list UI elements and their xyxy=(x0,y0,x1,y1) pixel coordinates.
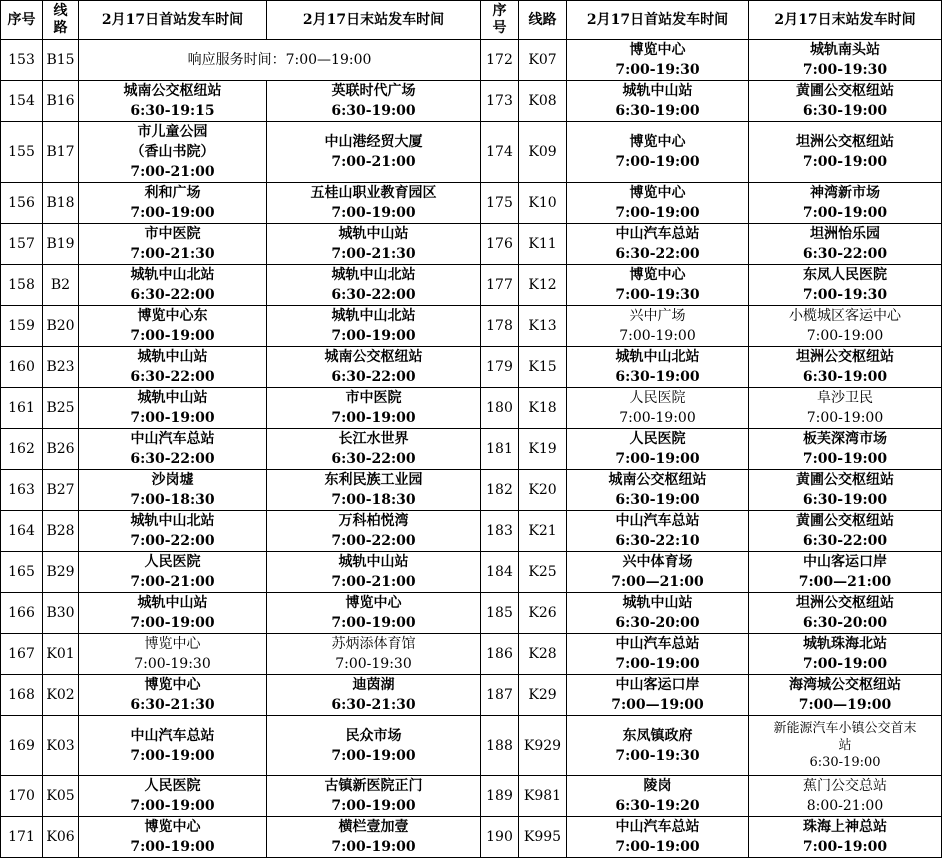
table-row xyxy=(1,306,942,347)
table-row xyxy=(1,388,942,429)
first-station-time: 市儿童公园 （香山书院） 7:00-21:00 xyxy=(79,122,267,183)
row-route: K995 xyxy=(519,817,567,858)
row-seq: 184 xyxy=(481,552,519,593)
first-station-time: 城轨中山站 6:30-19:00 xyxy=(567,81,749,122)
row-route: B23 xyxy=(43,347,79,388)
row-seq: 189 xyxy=(481,776,519,817)
last-station-time: 市中医院 7:00-19:00 xyxy=(267,388,481,429)
table-row xyxy=(1,511,942,552)
row-seq: 165 xyxy=(1,552,43,593)
first-station-time: 中山汽车总站 7:00-19:00 xyxy=(567,634,749,675)
table-row xyxy=(1,552,942,593)
row-seq: 155 xyxy=(1,122,43,183)
last-station-time: 城轨中山站 7:00-21:30 xyxy=(267,224,481,265)
last-station-time: 博览中心 7:00-19:00 xyxy=(267,593,481,634)
last-station-time: 苏炳添体育馆 7:00-19:30 xyxy=(267,634,481,675)
service-hours-notice: 响应服务时间：7:00—19:00 xyxy=(79,40,481,81)
row-seq: 176 xyxy=(481,224,519,265)
row-seq: 160 xyxy=(1,347,43,388)
row-route: B17 xyxy=(43,122,79,183)
row-route: K02 xyxy=(43,675,79,716)
first-station-time: 博览中心东 7:00-19:00 xyxy=(79,306,267,347)
last-station-time: 五桂山职业教育园区 7:00-19:00 xyxy=(267,183,481,224)
table-row xyxy=(1,470,942,511)
table-row xyxy=(1,183,942,224)
row-seq: 178 xyxy=(481,306,519,347)
first-station-time: 兴中体育场 7:00—21:00 xyxy=(567,552,749,593)
row-route: K20 xyxy=(519,470,567,511)
header-first: 2月17日首站发车时间 xyxy=(79,1,267,40)
table-row xyxy=(1,429,942,470)
last-station-time: 板芙深湾市场 7:00-19:00 xyxy=(749,429,942,470)
row-route: K28 xyxy=(519,634,567,675)
row-route: K15 xyxy=(519,347,567,388)
last-station-time: 黄圃公交枢纽站 6:30-19:00 xyxy=(749,81,942,122)
row-route: B20 xyxy=(43,306,79,347)
row-route: K18 xyxy=(519,388,567,429)
first-station-time: 城轨中山站 7:00-19:00 xyxy=(79,593,267,634)
first-station-time: 人民医院 7:00-21:00 xyxy=(79,552,267,593)
row-route: K10 xyxy=(519,183,567,224)
first-station-time: 城轨中山站 6:30-20:00 xyxy=(567,593,749,634)
table-row xyxy=(1,634,942,675)
header-last: 2月17日末站发车时间 xyxy=(267,1,481,40)
row-seq: 171 xyxy=(1,817,43,858)
schedule-body xyxy=(1,40,942,858)
row-route: B15 xyxy=(43,40,79,81)
row-route: B19 xyxy=(43,224,79,265)
row-route: B18 xyxy=(43,183,79,224)
last-station-time: 城轨中山北站 6:30-22:00 xyxy=(267,265,481,306)
header-seq: 序号 xyxy=(481,1,519,40)
last-station-time: 海湾城公交枢纽站 7:00—19:00 xyxy=(749,675,942,716)
last-station-time: 神湾新市场 7:00-19:00 xyxy=(749,183,942,224)
last-station-time: 中山港经贸大厦 7:00-21:00 xyxy=(267,122,481,183)
first-station-time: 中山汽车总站 7:00-19:00 xyxy=(79,716,267,776)
row-seq: 180 xyxy=(481,388,519,429)
row-seq: 173 xyxy=(481,81,519,122)
last-station-time: 东利民族工业园 7:00-18:30 xyxy=(267,470,481,511)
last-station-time: 新能源汽车小镇公交首末 站 6:30-19:00 xyxy=(749,716,942,776)
table-row xyxy=(1,776,942,817)
row-seq: 157 xyxy=(1,224,43,265)
first-station-time: 中山汽车总站 6:30-22:00 xyxy=(567,224,749,265)
last-station-time: 英联时代广场 6:30-19:00 xyxy=(267,81,481,122)
row-route: B2 xyxy=(43,265,79,306)
row-seq: 172 xyxy=(481,40,519,81)
last-station-time: 长江水世界 6:30-22:00 xyxy=(267,429,481,470)
row-route: K09 xyxy=(519,122,567,183)
header-route: 线路 xyxy=(43,1,79,40)
last-station-time: 万科柏悦湾 7:00-22:00 xyxy=(267,511,481,552)
row-route: K981 xyxy=(519,776,567,817)
last-station-time: 坦洲公交枢纽站 6:30-19:00 xyxy=(749,347,942,388)
first-station-time: 人民医院 7:00-19:00 xyxy=(567,429,749,470)
first-station-time: 博览中心 6:30-21:30 xyxy=(79,675,267,716)
first-station-time: 陵岗 6:30-19:20 xyxy=(567,776,749,817)
table-row xyxy=(1,122,942,183)
row-seq: 159 xyxy=(1,306,43,347)
last-station-time: 迪茵湖 6:30-21:30 xyxy=(267,675,481,716)
row-seq: 163 xyxy=(1,470,43,511)
first-station-time: 城轨中山站 7:00-19:00 xyxy=(79,388,267,429)
row-seq: 167 xyxy=(1,634,43,675)
row-seq: 186 xyxy=(481,634,519,675)
row-route: K21 xyxy=(519,511,567,552)
row-seq: 153 xyxy=(1,40,43,81)
first-station-time: 城轨中山北站 6:30-19:00 xyxy=(567,347,749,388)
first-station-time: 博览中心 7:00-19:00 xyxy=(567,122,749,183)
row-seq: 182 xyxy=(481,470,519,511)
header-first: 2月17日首站发车时间 xyxy=(567,1,749,40)
last-station-time: 坦洲公交枢纽站 7:00-19:00 xyxy=(749,122,942,183)
row-route: K13 xyxy=(519,306,567,347)
header-route: 线路 xyxy=(519,1,567,40)
last-station-time: 横栏壹加壹 7:00-19:00 xyxy=(267,817,481,858)
first-station-time: 市中医院 7:00-21:30 xyxy=(79,224,267,265)
row-seq: 164 xyxy=(1,511,43,552)
row-seq: 175 xyxy=(481,183,519,224)
last-station-time: 中山客运口岸 7:00—21:00 xyxy=(749,552,942,593)
row-seq: 168 xyxy=(1,675,43,716)
row-seq: 190 xyxy=(481,817,519,858)
last-station-time: 黄圃公交枢纽站 6:30-19:00 xyxy=(749,470,942,511)
row-seq: 156 xyxy=(1,183,43,224)
first-station-time: 城轨中山站 6:30-22:00 xyxy=(79,347,267,388)
last-station-time: 城轨中山站 7:00-21:00 xyxy=(267,552,481,593)
first-station-time: 沙岗墟 7:00-18:30 xyxy=(79,470,267,511)
table-row xyxy=(1,81,942,122)
row-seq: 169 xyxy=(1,716,43,776)
first-station-time: 博览中心 7:00-19:30 xyxy=(567,40,749,81)
last-station-time: 东凤人民医院 7:00-19:30 xyxy=(749,265,942,306)
header-last: 2月17日末站发车时间 xyxy=(749,1,942,40)
row-route: B26 xyxy=(43,429,79,470)
row-route: B16 xyxy=(43,81,79,122)
first-station-time: 中山汽车总站 7:00-19:00 xyxy=(567,817,749,858)
first-station-time: 城轨中山北站 7:00-22:00 xyxy=(79,511,267,552)
row-seq: 161 xyxy=(1,388,43,429)
last-station-time: 城南公交枢纽站 6:30-22:00 xyxy=(267,347,481,388)
row-route: K08 xyxy=(519,81,567,122)
first-station-time: 博览中心 7:00-19:00 xyxy=(79,817,267,858)
row-seq: 187 xyxy=(481,675,519,716)
first-station-time: 城南公交枢纽站 6:30-19:00 xyxy=(567,470,749,511)
first-station-time: 人民医院 7:00-19:00 xyxy=(79,776,267,817)
first-station-time: 中山汽车总站 6:30-22:10 xyxy=(567,511,749,552)
last-station-time: 城轨南头站 7:00-19:30 xyxy=(749,40,942,81)
row-route: B30 xyxy=(43,593,79,634)
row-seq: 179 xyxy=(481,347,519,388)
row-seq: 158 xyxy=(1,265,43,306)
table-row xyxy=(1,224,942,265)
first-station-time: 东凤镇政府 7:00-19:30 xyxy=(567,716,749,776)
first-station-time: 城南公交枢纽站 6:30-19:15 xyxy=(79,81,267,122)
row-route: B28 xyxy=(43,511,79,552)
row-route: B29 xyxy=(43,552,79,593)
row-route: K07 xyxy=(519,40,567,81)
row-seq: 170 xyxy=(1,776,43,817)
row-route: K25 xyxy=(519,552,567,593)
last-station-time: 小榄城区客运中心 7:00-19:00 xyxy=(749,306,942,347)
first-station-time: 博览中心 7:00-19:30 xyxy=(567,265,749,306)
last-station-time: 阜沙卫民 7:00-19:00 xyxy=(749,388,942,429)
last-station-time: 坦洲公交枢纽站 6:30-20:00 xyxy=(749,593,942,634)
row-route: K26 xyxy=(519,593,567,634)
header-row xyxy=(1,1,942,40)
row-route: K12 xyxy=(519,265,567,306)
row-seq: 181 xyxy=(481,429,519,470)
table-row xyxy=(1,675,942,716)
row-seq: 188 xyxy=(481,716,519,776)
row-route: K06 xyxy=(43,817,79,858)
row-seq: 185 xyxy=(481,593,519,634)
row-route: B27 xyxy=(43,470,79,511)
row-seq: 183 xyxy=(481,511,519,552)
last-station-time: 城轨中山北站 7:00-19:00 xyxy=(267,306,481,347)
row-route: K03 xyxy=(43,716,79,776)
table-row xyxy=(1,817,942,858)
row-seq: 177 xyxy=(481,265,519,306)
row-route: K929 xyxy=(519,716,567,776)
row-seq: 174 xyxy=(481,122,519,183)
first-station-time: 人民医院 7:00-19:00 xyxy=(567,388,749,429)
last-station-time: 黄圃公交枢纽站 6:30-22:00 xyxy=(749,511,942,552)
table-row xyxy=(1,716,942,776)
last-station-time: 民众市场 7:00-19:00 xyxy=(267,716,481,776)
last-station-time: 珠海上神总站 7:00-19:00 xyxy=(749,817,942,858)
row-seq: 166 xyxy=(1,593,43,634)
last-station-time: 坦洲怡乐园 6:30-22:00 xyxy=(749,224,942,265)
row-route: K11 xyxy=(519,224,567,265)
first-station-time: 兴中广场 7:00-19:00 xyxy=(567,306,749,347)
table-row xyxy=(1,347,942,388)
row-route: K29 xyxy=(519,675,567,716)
first-station-time: 博览中心 7:00-19:30 xyxy=(79,634,267,675)
first-station-time: 博览中心 7:00-19:00 xyxy=(567,183,749,224)
last-station-time: 城轨珠海北站 7:00-19:00 xyxy=(749,634,942,675)
row-route: K19 xyxy=(519,429,567,470)
row-route: K01 xyxy=(43,634,79,675)
table-row xyxy=(1,40,942,81)
first-station-time: 中山客运口岸 7:00—19:00 xyxy=(567,675,749,716)
row-route: B25 xyxy=(43,388,79,429)
last-station-time: 古镇新医院正门 7:00-19:00 xyxy=(267,776,481,817)
row-route: K05 xyxy=(43,776,79,817)
table-row xyxy=(1,593,942,634)
row-seq: 154 xyxy=(1,81,43,122)
first-station-time: 中山汽车总站 6:30-22:00 xyxy=(79,429,267,470)
first-station-time: 利和广场 7:00-19:00 xyxy=(79,183,267,224)
row-seq: 162 xyxy=(1,429,43,470)
last-station-time: 蕉门公交总站 8:00-21:00 xyxy=(749,776,942,817)
first-station-time: 城轨中山北站 6:30-22:00 xyxy=(79,265,267,306)
header-seq: 序号 xyxy=(1,1,43,40)
table-row xyxy=(1,265,942,306)
